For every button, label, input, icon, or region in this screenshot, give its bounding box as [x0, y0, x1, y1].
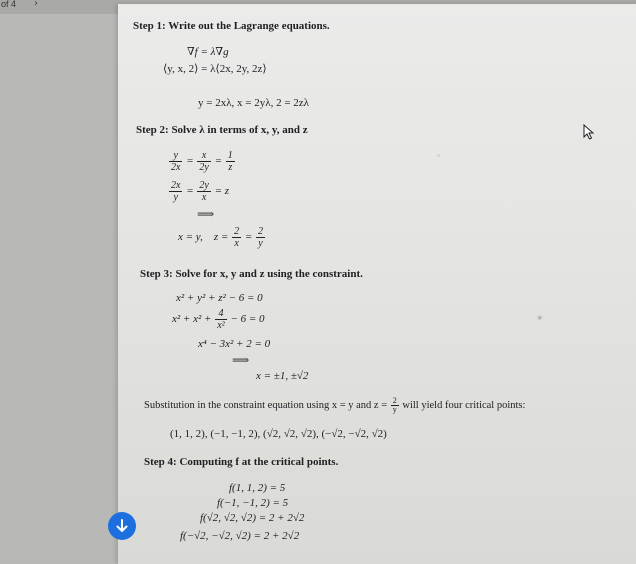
download-button[interactable]: [108, 512, 136, 540]
step2-heading: Step 2: Solve λ in terms of x, y, and z: [136, 124, 308, 136]
step2-implies: ⟹: [197, 207, 215, 221]
download-arrow-icon: [114, 518, 130, 534]
critical-points: (1, 1, 2), (−1, −1, 2), (√2, √2, √2), (−√2, −√2, √2): [170, 428, 387, 440]
step1-eq2: ⟨y, x, 2⟩ = λ⟨2x, 2y, 2z⟩: [163, 63, 267, 75]
faint-star-mark: ✶: [536, 314, 544, 324]
step3-eq2: x² + x² + $\frac{4}{\text{x²}}$ − 6 = 0: [172, 308, 265, 331]
step1-heading: Step 1: Write out the Lagrange equations.: [133, 20, 330, 32]
substitution-text: Substitution in the constraint equation using x = y and z = $\frac{2}{y}$ will yield four critical points:: [144, 396, 526, 414]
page-indicator: of 4: [1, 0, 17, 9]
step3-eq4: x = ±1, ±√2: [256, 370, 309, 382]
step3-eq3: x⁴ − 3x² + 2 = 0: [198, 338, 271, 350]
step4-heading: Step 4: Computing f at the critical points.: [144, 456, 339, 468]
arrow-cursor-icon: [583, 124, 597, 140]
step3-heading: Step 3: Solve for x, y and z using the constraint.: [140, 268, 363, 280]
step1-eq3: y = 2xλ, x = 2yλ, 2 = 2zλ: [198, 97, 309, 109]
step3-implies: ⟹: [232, 353, 250, 367]
solution-page: [118, 4, 636, 564]
next-page-chevron-icon[interactable]: ›: [34, 0, 38, 9]
faint-mark: ◦: [436, 152, 442, 162]
step2-result: x = y, z = $\frac{2}{x}$ = $\frac{2}{y}$: [178, 226, 263, 249]
step4-result-4: f(−√2, −√2, √2) = 2 + 2√2: [180, 530, 300, 542]
step1-eq1: ∇f = λ∇g: [187, 46, 229, 58]
step4-result-1: f(1, 1, 2) = 5: [229, 482, 286, 494]
step2-eq1: $\frac{y}{2x}$ = $\frac{x}{2y}$ = $\frac{1}{z}$: [171, 150, 233, 173]
step4-result-3: f(√2, √2, √2) = 2 + 2√2: [200, 512, 305, 524]
step3-eq1: x² + y² + z² − 6 = 0: [176, 292, 263, 304]
step4-result-2: f(−1, −1, 2) = 5: [217, 497, 289, 509]
step2-eq2: $\frac{2x}{y}$ = $\frac{2y}{x}$ = z: [171, 180, 230, 203]
